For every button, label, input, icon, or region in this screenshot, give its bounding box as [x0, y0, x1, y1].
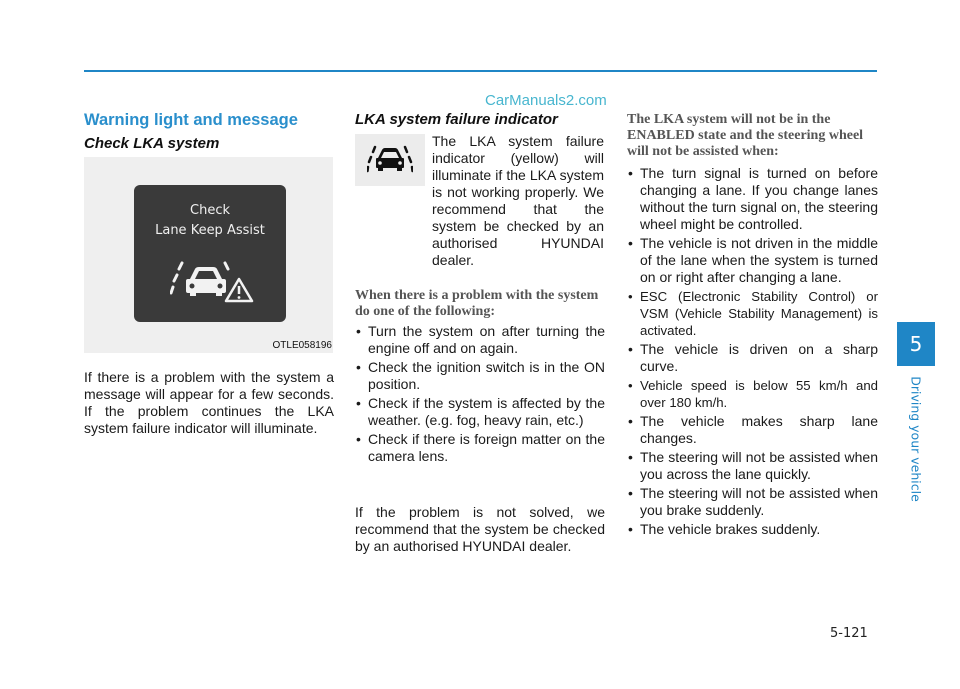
lka-indicator-icon	[367, 144, 413, 176]
display-line-lane-keep-assist: Lane Keep Assist	[155, 223, 265, 238]
lka-indicator-icon-box	[355, 134, 425, 186]
list-item: • The vehicle is not driven in the middle of the lane when the system is turned on or right after changing a lane.	[627, 235, 878, 286]
not-enabled-heading: The LKA system will not be in the ENABLED state and the steering wheel will not be assisted when:	[627, 112, 864, 159]
problem-heading: When there is a problem with the system do one of the following:	[355, 288, 599, 319]
cluster-display	[134, 185, 286, 322]
indicator-description: The LKA system failure indicator (yellow) will illuminate if the LKA system is not working properly. We recommend that the system be checked by an authorised HYUNDAI dealer.	[432, 133, 604, 268]
closing-text: If the problem is not solved, we recommend that the system be checked by an authorised HYUNDAI dealer.	[355, 504, 605, 554]
list-item: • The steering will not be assisted when you brake suddenly.	[627, 485, 878, 519]
chapter-name	[897, 374, 935, 504]
problem-steps-list	[355, 323, 605, 467]
page-number: 5-121	[830, 626, 868, 641]
figure-code: OTLE058196	[272, 340, 332, 351]
watermark[interactable]: CarManuals2.com	[485, 92, 607, 109]
chapter-number-tab: 5	[897, 322, 935, 366]
list-item: • Vehicle speed is below 55 km/h and over 180 km/h.	[627, 377, 878, 411]
section-title-lka-failure: LKA system failure indicator	[355, 111, 558, 128]
not-enabled-conditions-list	[627, 165, 878, 540]
subtitle-check-lka: Check LKA system	[84, 135, 220, 152]
chapter-name-label: Driving your vehicle	[908, 376, 924, 502]
list-item: • The vehicle brakes suddenly.	[627, 521, 878, 538]
section-title-warning-light: Warning light and message	[84, 111, 298, 129]
list-item: • The steering will not be assisted when you across the lane quickly.	[627, 449, 878, 483]
list-item: • The vehicle makes sharp lane changes.	[627, 413, 878, 447]
list-item: • Check the ignition switch is in the ON position.	[355, 359, 605, 393]
list-item: • The turn signal is turned on before changing a lane. If you change lanes without the turn signal on, the steering wheel might be controlled.	[627, 165, 878, 233]
display-line-check: Check	[190, 203, 230, 218]
list-item: • Turn the system on after turning the engine off and on again.	[355, 323, 605, 357]
left-body-text: If there is a problem with the system a message will appear for a few seconds. If the problem continues the LKA system failure indicator will illuminate.	[84, 369, 334, 436]
list-item: • Check if there is foreign matter on the camera lens.	[355, 431, 605, 465]
list-item: • The vehicle is driven on a sharp curve.	[627, 341, 878, 375]
check-lka-figure	[84, 157, 333, 353]
top-rule	[84, 70, 877, 72]
list-item: • Check if the system is affected by the weather. (e.g. fog, heavy rain, etc.)	[355, 395, 605, 429]
lane-keep-assist-warning-icon	[170, 257, 254, 303]
list-item: • ESC (Electronic Stability Control) or VSM (Vehicle Stability Management) is activated.	[627, 288, 878, 339]
